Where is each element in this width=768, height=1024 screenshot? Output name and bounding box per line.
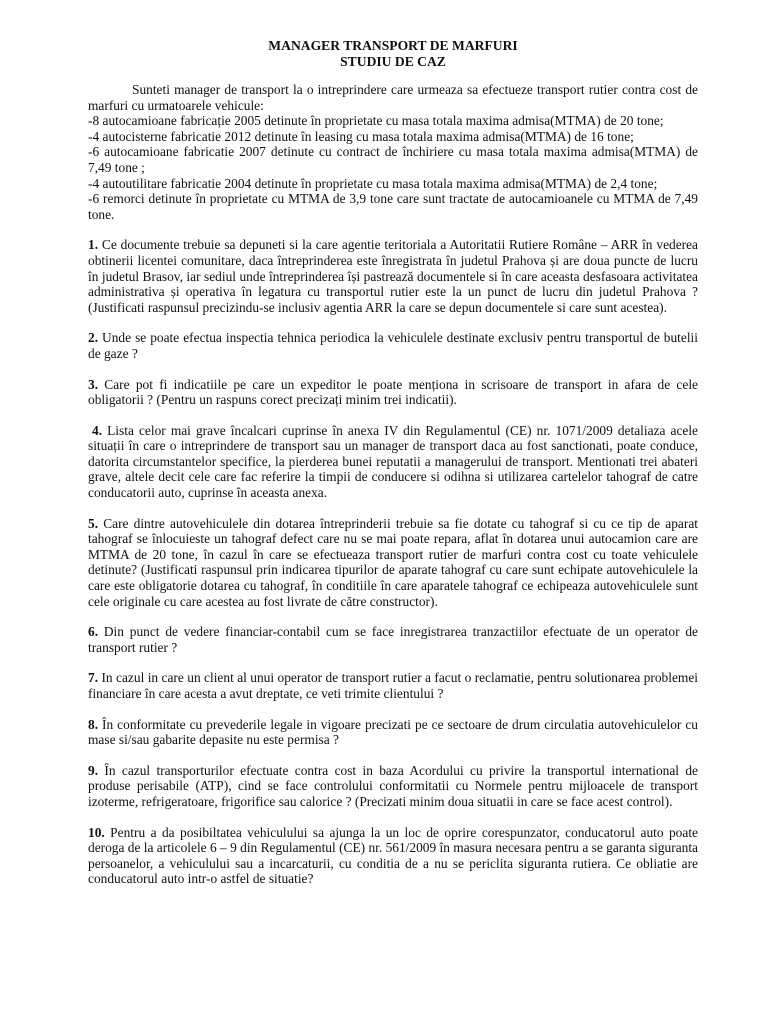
title-line-1: MANAGER TRANSPORT DE MARFURI <box>268 38 518 53</box>
question-text: Unde se poate efectua inspectia tehnica periodica la vehiculele destinate exclusiv pentru transportul de butelii de gaze ? <box>88 330 698 361</box>
question-number: 3. <box>88 376 99 392</box>
question-number: 9. <box>88 762 99 778</box>
question-text: Ce documente trebuie sa depuneti si la care agentie teritoriala a Autoritatii Rutiere Române – ARR în vederea obtinerii licentei comunitare, daca întreprinderea este înregistrata în judetul Prahova și are doua puncte de lucru în judetul Brasov, iar sediul unde întreprinderea își pastrează documentele si în care aceasta desfasoara activitatea administrativa și operativa în legatura cu transportul rutier este la un punct de lucru din judetul Prahova ? (Justificati raspunsul precizindu-se inclusiv agentia ARR la care se depun documentele si care sunt acestea). <box>88 237 698 315</box>
question-text: Care dintre autovehiculele din dotarea întreprinderii trebuie sa fie dotate cu tahograf si cu ce tip de aparat tahograf se înlocuieste un tahograf defect care nu se mai poate repara, aflat în dotarea unui autocamion care are MTMA de 20 tone, în cazul în care se efectueaza transport rutier de marfuri contra cost cu toate vehiculele detinute? (Justificati raspunsul prin indicarea tipurilor de aparate tahograf cu care sunt echipate autovehiculele la care este obligatorie dotarea cu tahograf, în conditiile în care aparatele tahograf ce echipeaza autovehiculele sunt cele originale cu care acestea au fost livrate de către constructor). <box>88 515 698 609</box>
question-text: Care pot fi indicatiile pe care un expeditor le poate menționa in scrisoare de transport in afara de cele obligatorii ? (Pentru un raspuns corect precizați minim trei indicatii). <box>88 376 698 408</box>
question-text: Din punct de vedere financiar-contabil cum se face inregistrarea tranzactiilor efectuate de un operator de transport rutier ? <box>88 624 698 655</box>
question-text: Lista celor mai grave încalcari cuprinse în anexa IV din Regulamentul (CE) nr. 1071/2009 detaliaza acele situații în care o intreprindere de transport sau un manager de transport daca au fost sanctionati, poate conduce, datorita circumstantelor specifice, la pierderea bunei reputatii a managerului de transport. Mentionati trei abateri grave, altele decit cele care fac referire la timpii de conducere si odihna si utilizarea cartelelor tahograf de catre conducatorii auto, cuprinse în aceasta anexa. <box>88 422 698 501</box>
vehicle-item: -4 autocisterne fabricatie 2012 detinute în leasing cu masa totala maxima admisa(MTMA) de 16 tone; <box>88 128 634 144</box>
question-8 <box>88 717 698 748</box>
question-number: 8. <box>88 716 99 732</box>
vehicle-item: -6 remorci detinute în proprietate cu MTMA de 3,9 tone care sunt tractate de autocamioanele cu MTMA de 7,49 tone. <box>88 191 698 222</box>
document-title <box>88 38 698 70</box>
intro-paragraph: Sunteti manager de transport la o intreprindere care urmeaza sa efectueze transport rutier contra cost de marfuri cu urmatoarele vehicule: <box>88 82 698 113</box>
question-number: 7. <box>88 670 99 686</box>
question-number: 2. <box>88 330 99 346</box>
question-text: În conformitate cu prevederile legale in vigoare precizati pe ce sectoare de drum circulatia autovehiculelor cu mase si/sau gabarite depasite nu este permisa ? <box>88 716 698 748</box>
question-7 <box>88 670 698 701</box>
question-text: În cazul transporturilor efectuate contra cost in baza Acordului cu privire la transportul international de produse perisabile (ATP), cind se face controlului conformitatii cu Normele pentru mijloacele de transport izoterme, refrigeratoare, frigorifice sau calorice ? (Precizati minim doua situatii in care se face acest control). <box>88 762 698 809</box>
question-10 <box>88 825 698 887</box>
intro-section <box>88 82 698 222</box>
question-text: In cazul in care un client al unui operator de transport rutier a facut o reclamatie, pentru solutionarea problemei financiare în care acesta a avut dreptate, ce veti trimite clientului ? <box>88 670 698 701</box>
question-number: 4. <box>92 422 103 438</box>
question-5 <box>88 516 698 610</box>
question-9 <box>88 763 698 810</box>
question-number: 1. <box>88 237 99 253</box>
vehicle-item: -8 autocamioane fabricație 2005 detinute în proprietate cu masa totala maxima admisa(MTMA) de 20 tone; <box>88 113 664 129</box>
question-number: 5. <box>88 515 99 531</box>
question-2 <box>88 330 698 361</box>
question-number: 10. <box>88 824 105 840</box>
question-6 <box>88 624 698 655</box>
vehicle-item: -6 autocamioane fabricatie 2007 detinute cu contract de închiriere cu masa totala maxima admisa(MTMA) de 7,49 tone ; <box>88 144 698 175</box>
document-page <box>88 38 698 887</box>
vehicle-item: -4 autoutilitare fabricatie 2004 detinute în proprietate cu masa totala maxima admisa(MTMA) de 2,4 tone; <box>88 175 658 191</box>
question-4 <box>88 423 698 501</box>
question-3 <box>88 377 698 408</box>
title-line-2: STUDIU DE CAZ <box>340 54 446 69</box>
question-number: 6. <box>88 624 99 640</box>
question-text: Pentru a da posibiltatea vehiculului sa ajunga la un loc de oprire corespunzator, conducatorul auto poate deroga de la articolele 6 – 9 din Regulamentul (CE) nr. 561/2009 în masura necesara pentru a se garanta siguranta persoanelor, a vehiculului sau a incarcaturii, cu conditia de a nu se periclita siguranta rutiera. Ce obliatie are conducatorul auto intr-o astfel de situatie? <box>88 824 698 887</box>
question-1 <box>88 237 698 315</box>
